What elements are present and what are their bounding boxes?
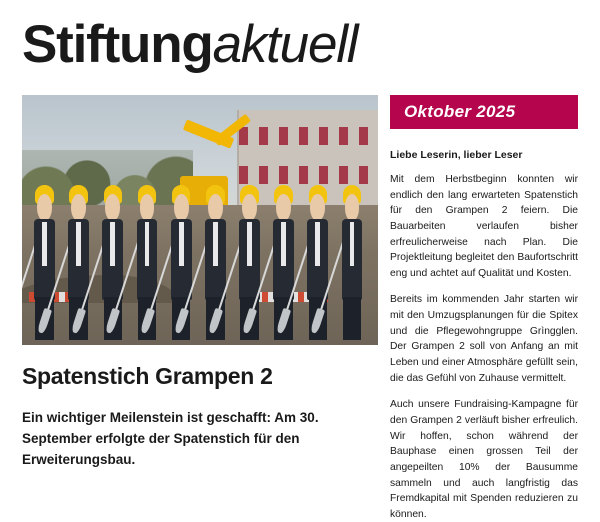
person-head	[140, 194, 155, 220]
masthead	[0, 0, 600, 88]
person-head	[37, 194, 52, 220]
person-head	[276, 194, 291, 220]
photo-people-row	[29, 185, 371, 340]
page-title	[22, 14, 358, 74]
article-lead: Ein wichtiger Meilenstein ist geschafft: Am 30. September erfolgte der Spatenstich für den Erweiterungsbau.	[22, 410, 319, 467]
person-shirt	[281, 222, 286, 265]
person-shirt	[42, 222, 47, 265]
person-shirt	[247, 222, 252, 265]
person-shirt	[179, 222, 184, 265]
editorial-salutation: Liebe Leserin, lieber Leser	[390, 149, 523, 161]
person-shirt	[145, 222, 150, 265]
left-column	[22, 95, 378, 467]
person-legs	[343, 297, 361, 340]
issue-date-label: Oktober 2025	[404, 102, 516, 121]
hero-photo	[22, 95, 378, 345]
person-figure	[337, 185, 368, 340]
editorial-paragraph: Mit dem Herbstbeginn konnten wir endlich den lang erwarteten Spatenstich für den Grampen 2 feiern. Die Bauarbeiten verlaufen bisher erfreulicherweise nach Plan. Die Projektleitung begleitet den Baufortschritt eng und achtet auf Qualität und Kosten.	[390, 174, 578, 279]
masthead-title-bold: Stiftung	[22, 14, 213, 74]
editorial-paragraph: Bereits im kommenden Jahr starten wir mit den Umzugsplanungen für die Spitex und die Pflegewohngruppe Grìngglen. Der Grampen 2 soll von Anfang an mit Leben und einer Atmosphäre gefüllt sein, die das Gefühl von Zuhause vermittelt.	[390, 294, 578, 384]
person-shirt	[315, 222, 320, 265]
article-headline: Spatenstich Grampen 2	[22, 363, 273, 389]
masthead-title-italic: aktuell	[212, 14, 358, 74]
editorial-paragraph: Auch unsere Fundraising-Kampagne für den Grampen 2 verläuft bisher erfreulich. Wir hoffen, schon während der Bauphase einen grossen Teil der angepeilten 10% der Bausumme sammeln und auch langfristig das Fremdkapital mit Spenden reduzieren zu können.	[390, 399, 578, 520]
person-head	[105, 194, 120, 220]
right-column	[390, 95, 578, 522]
person-head	[208, 194, 223, 220]
person-head	[310, 194, 325, 220]
person-shirt	[110, 222, 115, 265]
issue-date-banner	[390, 95, 578, 129]
person-shirt	[213, 222, 218, 265]
person-shirt	[76, 222, 81, 265]
person-head	[174, 194, 189, 220]
person-head	[345, 194, 360, 220]
person-shirt	[350, 222, 355, 265]
person-head	[242, 194, 257, 220]
person-head	[71, 194, 86, 220]
